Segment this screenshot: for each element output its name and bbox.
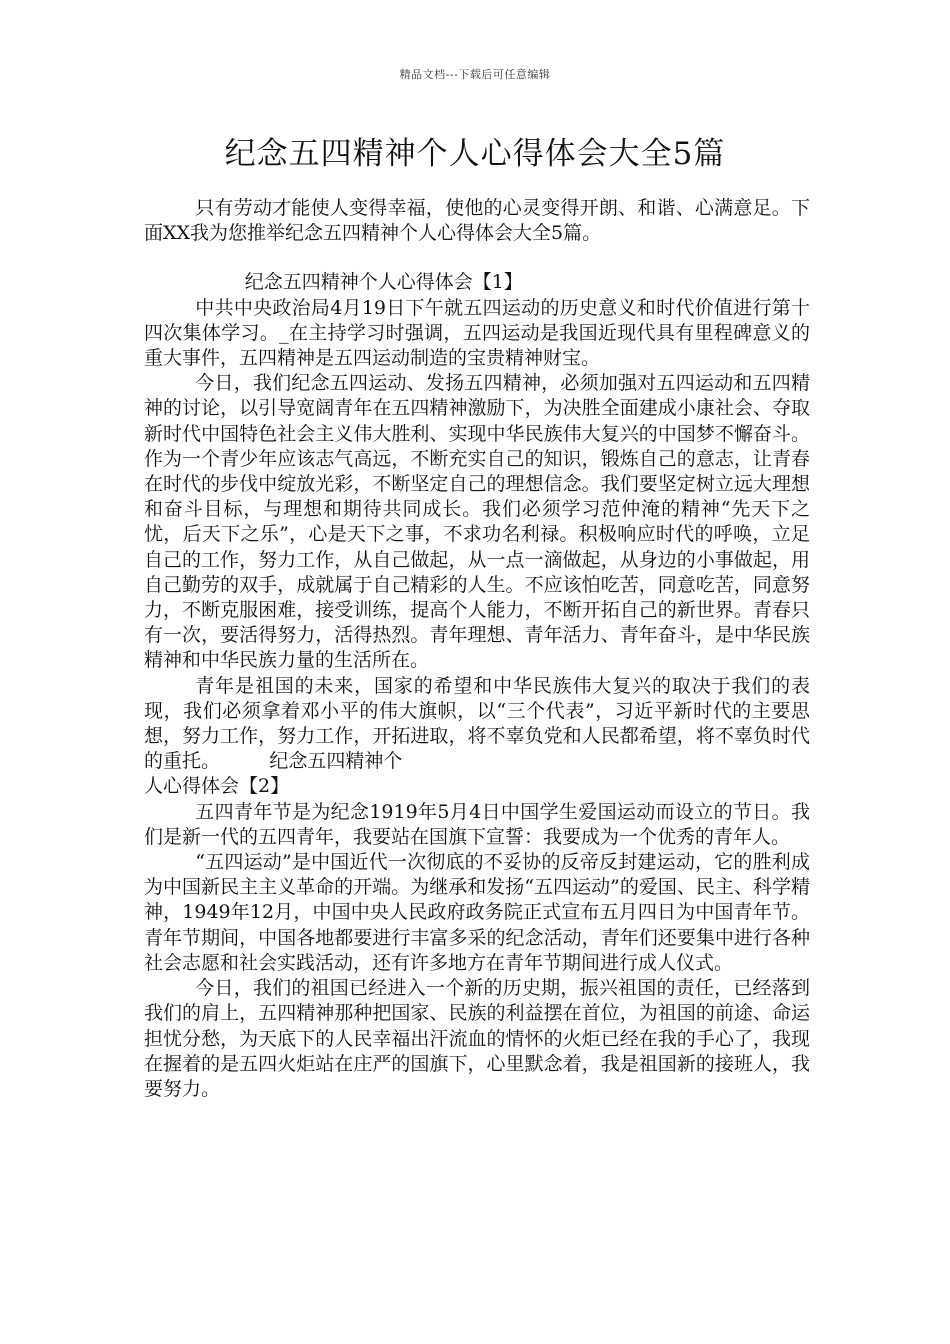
section-2-paragraph-2: “五四运动”是中国近代一次彻底的不妥协的反帝反封建运动，它的胜利成为中国新民主主义革命的开端。为继承和发扬“五四运动”的爱国、民主、科学精神，1949年12月，中国中央人民政府政务院正式宣布五月四日为中国青年节。青年节期间，中国各地都要进行丰富多采的纪念活动，青年们还要集中进行各种社会志愿和社会实践活动，还有许多地方在青年节期间进行成人仪式。: [144, 851, 810, 974]
section-heading-2-end: 人心得体会【2】: [144, 775, 290, 798]
header-note: 精品文档---下载后可任意编辑: [399, 68, 551, 81]
intro-paragraph: 只有劳动才能使人变得幸福，使他的心灵变得开朗、和谐、心满意足。下面XX我为您推举纪念五四精神个人心得体会大全5篇。: [144, 197, 810, 245]
section-heading-1: 纪念五四精神个人心得体会【1】: [244, 271, 523, 294]
document-title: 纪念五四精神个人心得体会大全5篇: [224, 136, 726, 172]
section-2-paragraph-1: 五四青年节是为纪念1919年5月4日中国学生爱国运动而设立的节日。我们是新一代的五四青年，我要站在国旗下宣誓：我要成为一个优秀的青年人。: [144, 800, 810, 848]
section-1-paragraph-1: 中共中央政治局4月19日下午就五四运动的历史意义和时代价值进行第十四次集体学习。_在主持学习时强调，五四运动是我国近现代具有里程碑意义的重大事件，五四精神是五四运动制造的宝贵精神财宝。: [144, 296, 810, 370]
section-1-paragraph-3: [144, 674, 810, 775]
section-heading-2-start: 纪念五四精神个: [269, 750, 403, 773]
section-1-paragraph-3-text: 青年是祖国的未来，国家的希望和中华民族伟大复兴的取决于我们的表现，我们必须拿着邓小平的伟大旗帜，以“三个代表”，习近平新时代的主要思想，努力工作，努力工作，开拓进取，将不辜负党和人民都希望，将不辜负时代的重托。: [144, 674, 810, 773]
section-1-paragraph-2: 今日，我们纪念五四运动、发扬五四精神，必须加强对五四运动和五四精神的讨论，以引导宽阔青年在五四精神激励下，为决胜全面建成小康社会、夺取新时代中国特色社会主义伟大胜利、实现中华民族伟大复兴的中国梦不懈奋斗。作为一个青少年应该志气高远，不断充实自己的知识，锻炼自己的意志，让青春在时代的步伐中绽放光彩，不断坚定自己的理想信念。我们要坚定树立远大理想和奋斗目标，与理想和期待共同成长。我们必须学习范仲淹的精神“先天下之忧，后天下之乐”，心是天下之事，不求功名利禄。积极响应时代的呼唤，立足自己的工作，努力工作，从自己做起，从一点一滴做起，从身边的小事做起，用自己勤劳的双手，成就属于自己精彩的人生。不应该怕吃苦，同意吃苦，同意努力，不断克服困难，接受训练，提高个人能力，不断开拓自己的新世界。青春只有一次，要活得努力，活得热烈。青年理想、青年活力、青年奋斗，是中华民族精神和中华民族力量的生活所在。: [144, 372, 810, 672]
section-2-paragraph-3: 今日，我们的祖国已经进入一个新的历史期，振兴祖国的责任，已经落到我们的肩上，五四精神那种把国家、民族的利益摆在首位，为祖国的前途、命运担忧分愁，为天底下的人民幸福出汗流血的情怀的火炬已经在我的手心了，我现在握着的是五四火炬站在庄严的国旗下，心里默念着，我是祖国新的接班人，我要努力。: [144, 977, 810, 1100]
document-body: [144, 196, 810, 1102]
